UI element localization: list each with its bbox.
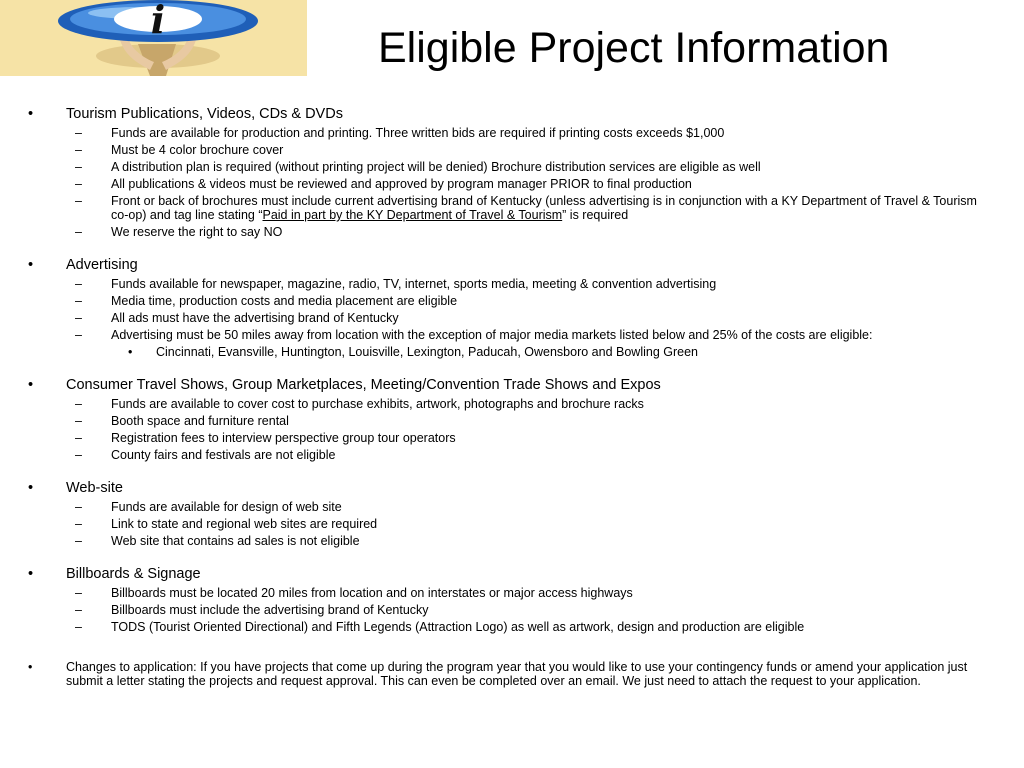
dash-marker: – <box>75 500 82 514</box>
list-item <box>0 126 1024 140</box>
list-item-text-before: Front or back of brochures must include current advertising brand of Kentucky (unless advertising is in conjunction with a KY Department of Travel & Tourism co-op) and tag line stating “ <box>111 194 977 222</box>
section-heading <box>0 566 1024 583</box>
section-billboards <box>0 566 1024 634</box>
list-item-text: Billboards must be located 20 miles from location and on interstates or major access highways <box>111 586 633 600</box>
dash-marker: – <box>75 177 82 191</box>
dash-marker: – <box>75 603 82 617</box>
section-heading <box>0 106 1024 123</box>
section-heading-text: Billboards & Signage <box>66 566 201 582</box>
sub-list-item <box>0 345 1024 359</box>
list-item <box>0 277 1024 291</box>
bullet-marker: • <box>28 480 34 496</box>
bullet-marker: • <box>128 345 133 359</box>
list-item <box>0 177 1024 191</box>
slide-title: Eligible Project Information <box>378 24 890 72</box>
dash-marker: – <box>75 194 82 208</box>
list-item <box>0 397 1024 411</box>
list-item-text: Advertising must be 50 miles away from location with the exception of major media markets listed below and 25% of the costs are eligible: <box>111 328 873 342</box>
section-heading <box>0 257 1024 274</box>
section-heading-text: Advertising <box>66 257 138 273</box>
list-item-text: Funds are available for design of web site <box>111 500 342 514</box>
dash-marker: – <box>75 586 82 600</box>
bullet-marker: • <box>28 106 34 122</box>
dash-marker: – <box>75 517 82 531</box>
list-item <box>0 517 1024 531</box>
dash-marker: – <box>75 277 82 291</box>
list-item-text: Web site that contains ad sales is not eligible <box>111 534 360 548</box>
dash-marker: – <box>75 311 82 325</box>
dash-marker: – <box>75 225 82 239</box>
dash-marker: – <box>75 143 82 157</box>
section-heading <box>0 377 1024 394</box>
dash-marker: – <box>75 328 82 342</box>
changes-note-text: Changes to application: If you have projects that come up during the program year that you would like to use your contingency funds or amend your application just submit a letter stating the projects and request approval. This can even be completed over an email. We just need to attach the request to your application. <box>66 660 968 688</box>
info-globe-icon <box>0 0 307 76</box>
list-item <box>0 431 1024 445</box>
dash-marker: – <box>75 397 82 411</box>
bullet-marker: • <box>28 377 34 393</box>
list-item <box>0 328 1024 342</box>
list-item-text: Funds are available to cover cost to purchase exhibits, artwork, photographs and brochure racks <box>111 397 644 411</box>
list-item <box>0 225 1024 239</box>
list-item <box>0 448 1024 462</box>
dash-marker: – <box>75 431 82 445</box>
list-item-text: Funds are available for production and printing. Three written bids are required if printing costs exceeds $1,000 <box>111 126 725 140</box>
sub-list-item-text: Cincinnati, Evansville, Huntington, Louisville, Lexington, Paducah, Owensboro and Bowling Green <box>156 345 698 359</box>
list-item-text: Booth space and furniture rental <box>111 414 289 428</box>
list-item-text: All publications & videos must be reviewed and approved by program manager PRIOR to final production <box>111 177 692 191</box>
dash-marker: – <box>75 534 82 548</box>
list-item <box>0 194 1024 222</box>
list-item <box>0 311 1024 325</box>
list-item-text: Link to state and regional web sites are required <box>111 517 378 531</box>
section-travel-shows <box>0 377 1024 462</box>
list-item-text: We reserve the right to say NO <box>111 225 283 239</box>
list-item <box>0 143 1024 157</box>
list-item <box>0 160 1024 174</box>
bullet-marker: • <box>28 566 34 582</box>
section-tourism-publications <box>0 106 1024 239</box>
tagline-underlined: Paid in part by the KY Department of Travel & Tourism <box>262 208 563 222</box>
dash-marker: – <box>75 620 82 634</box>
list-item <box>0 620 1024 634</box>
list-item-text: All ads must have the advertising brand of Kentucky <box>111 311 399 325</box>
slide-content <box>0 106 1024 688</box>
changes-note <box>0 660 1024 688</box>
info-globe-logo <box>0 0 307 76</box>
bullet-marker: • <box>28 660 33 674</box>
section-heading <box>0 480 1024 497</box>
list-item-text: Funds available for newspaper, magazine, radio, TV, internet, sports media, meeting & convention advertising <box>111 277 717 291</box>
list-item-text: TODS (Tourist Oriented Directional) and Fifth Legends (Attraction Logo) as well as artwork, design and production are eligible <box>111 620 805 634</box>
list-item-text: County fairs and festivals are not eligible <box>111 448 336 462</box>
section-heading-text: Web-site <box>66 480 123 496</box>
list-item-text: Must be 4 color brochure cover <box>111 143 284 157</box>
section-web-site <box>0 480 1024 548</box>
list-item-text: A distribution plan is required (without printing project will be denied) Brochure distribution services are eligible as well <box>111 160 761 174</box>
dash-marker: – <box>75 126 82 140</box>
bullet-marker: • <box>28 257 34 273</box>
dash-marker: – <box>75 414 82 428</box>
section-heading-text: Tourism Publications, Videos, CDs & DVDs <box>66 106 343 122</box>
list-item <box>0 603 1024 617</box>
section-heading-text: Consumer Travel Shows, Group Marketplaces, Meeting/Convention Trade Shows and Expos <box>66 377 661 393</box>
list-item <box>0 586 1024 600</box>
dash-marker: – <box>75 160 82 174</box>
section-advertising <box>0 257 1024 359</box>
list-item-text-after: ” is required <box>562 208 629 222</box>
list-item <box>0 500 1024 514</box>
list-item-text: Registration fees to interview perspective group tour operators <box>111 431 456 445</box>
list-item-text: Billboards must include the advertising brand of Kentucky <box>111 603 429 617</box>
list-item <box>0 414 1024 428</box>
list-item-text: Media time, production costs and media placement are eligible <box>111 294 458 308</box>
dash-marker: – <box>75 294 82 308</box>
dash-marker: – <box>75 448 82 462</box>
info-i-glyph: i <box>150 0 166 42</box>
list-item <box>0 534 1024 548</box>
list-item <box>0 294 1024 308</box>
